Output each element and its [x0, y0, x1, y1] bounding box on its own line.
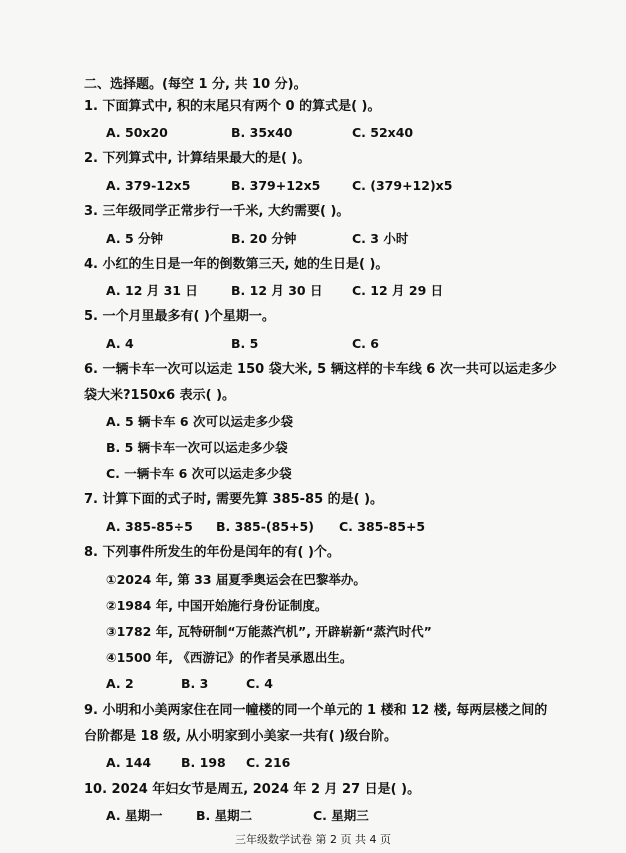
question-4-option-c[interactable]: C. 12 月 29 日: [352, 283, 444, 298]
question-9-stem-continued: 台阶都是 18 级, 从小明家到小美家一共有( )级台阶。: [84, 729, 398, 744]
question-3-option-a[interactable]: A. 5 分钟: [106, 231, 164, 246]
question-5-option-a[interactable]: A. 4: [106, 336, 134, 351]
question-2-option-a[interactable]: A. 379-12x5: [106, 178, 191, 193]
question-8-event-3: ③1782 年, 瓦特研制“万能蒸汽机”, 开辟崭新“蒸汽时代”: [106, 624, 432, 639]
question-10-option-c[interactable]: C. 星期三: [313, 808, 369, 823]
question-8-option-c[interactable]: C. 4: [246, 676, 273, 691]
question-5-option-b[interactable]: B. 5: [231, 336, 259, 351]
question-8-event-1: ①2024 年, 第 33 届夏季奥运会在巴黎举办。: [106, 572, 366, 587]
question-4-option-a[interactable]: A. 12 月 31 日: [106, 283, 198, 298]
section-title: 二、选择题。(每空 1 分, 共 10 分)。: [84, 77, 307, 92]
question-6-option-a[interactable]: A. 5 辆卡车 6 次可以运走多少袋: [106, 414, 293, 429]
question-8-option-a[interactable]: A. 2: [106, 676, 134, 691]
question-1-option-a[interactable]: A. 50x20: [106, 125, 168, 140]
question-2-stem: 2. 下列算式中, 计算结果最大的是( )。: [84, 151, 311, 166]
question-6-stem: 6. 一辆卡车一次可以运走 150 袋大米, 5 辆这样的卡车线 6 次一共可以运走多少: [84, 362, 557, 377]
question-2-option-b[interactable]: B. 379+12x5: [231, 178, 321, 193]
question-10-stem: 10. 2024 年妇女节是周五, 2024 年 2 月 27 日是( )。: [84, 782, 421, 797]
question-7-option-b[interactable]: B. 385-(85+5): [216, 519, 314, 534]
page-footer: 三年级数学试卷 第 2 页 共 4 页: [235, 833, 391, 846]
question-6-stem-continued: 袋大米?150x6 表示( )。: [84, 388, 236, 403]
question-3-option-b[interactable]: B. 20 分钟: [231, 231, 297, 246]
question-1-option-b[interactable]: B. 35x40: [231, 125, 293, 140]
question-5-option-c[interactable]: C. 6: [352, 336, 379, 351]
question-6-option-b[interactable]: B. 5 辆卡车一次可以运走多少袋: [106, 440, 288, 455]
question-9-option-a[interactable]: A. 144: [106, 755, 152, 770]
question-7-option-c[interactable]: C. 385-85+5: [339, 519, 426, 534]
question-9-option-b[interactable]: B. 198: [181, 755, 226, 770]
question-1-option-c[interactable]: C. 52x40: [352, 125, 414, 140]
question-3-option-c[interactable]: C. 3 小时: [352, 231, 409, 246]
question-10-option-a[interactable]: A. 星期一: [106, 808, 163, 823]
question-9-stem: 9. 小明和小美两家住在同一幢楼的同一个单元的 1 楼和 12 楼, 每两层楼之间的: [84, 703, 548, 718]
question-8-stem: 8. 下列事件所发生的年份是闰年的有( )个。: [84, 545, 340, 560]
question-5-stem: 5. 一个月里最多有( )个星期一。: [84, 309, 275, 324]
question-7-option-a[interactable]: A. 385-85÷5: [106, 519, 193, 534]
question-4-option-b[interactable]: B. 12 月 30 日: [231, 283, 323, 298]
question-3-stem: 3. 三年级同学正常步行一千米, 大约需要( )。: [84, 204, 350, 219]
question-2-option-c[interactable]: C. (379+12)x5: [352, 178, 453, 193]
question-8-event-4: ④1500 年, 《西游记》的作者吴承恩出生。: [106, 650, 353, 665]
question-9-option-c[interactable]: C. 216: [246, 755, 291, 770]
question-4-stem: 4. 小红的生日是一年的倒数第三天, 她的生日是( )。: [84, 257, 389, 272]
question-8-option-b[interactable]: B. 3: [181, 676, 209, 691]
question-1-stem: 1. 下面算式中, 积的末尾只有两个 0 的算式是( )。: [84, 99, 381, 114]
question-6-option-c[interactable]: C. 一辆卡车 6 次可以运走多少袋: [106, 466, 292, 481]
question-8-event-2: ②1984 年, 中国开始施行身份证制度。: [106, 598, 328, 613]
question-7-stem: 7. 计算下面的式子时, 需要先算 385-85 的是( )。: [84, 492, 384, 507]
question-10-option-b[interactable]: B. 星期二: [196, 808, 253, 823]
